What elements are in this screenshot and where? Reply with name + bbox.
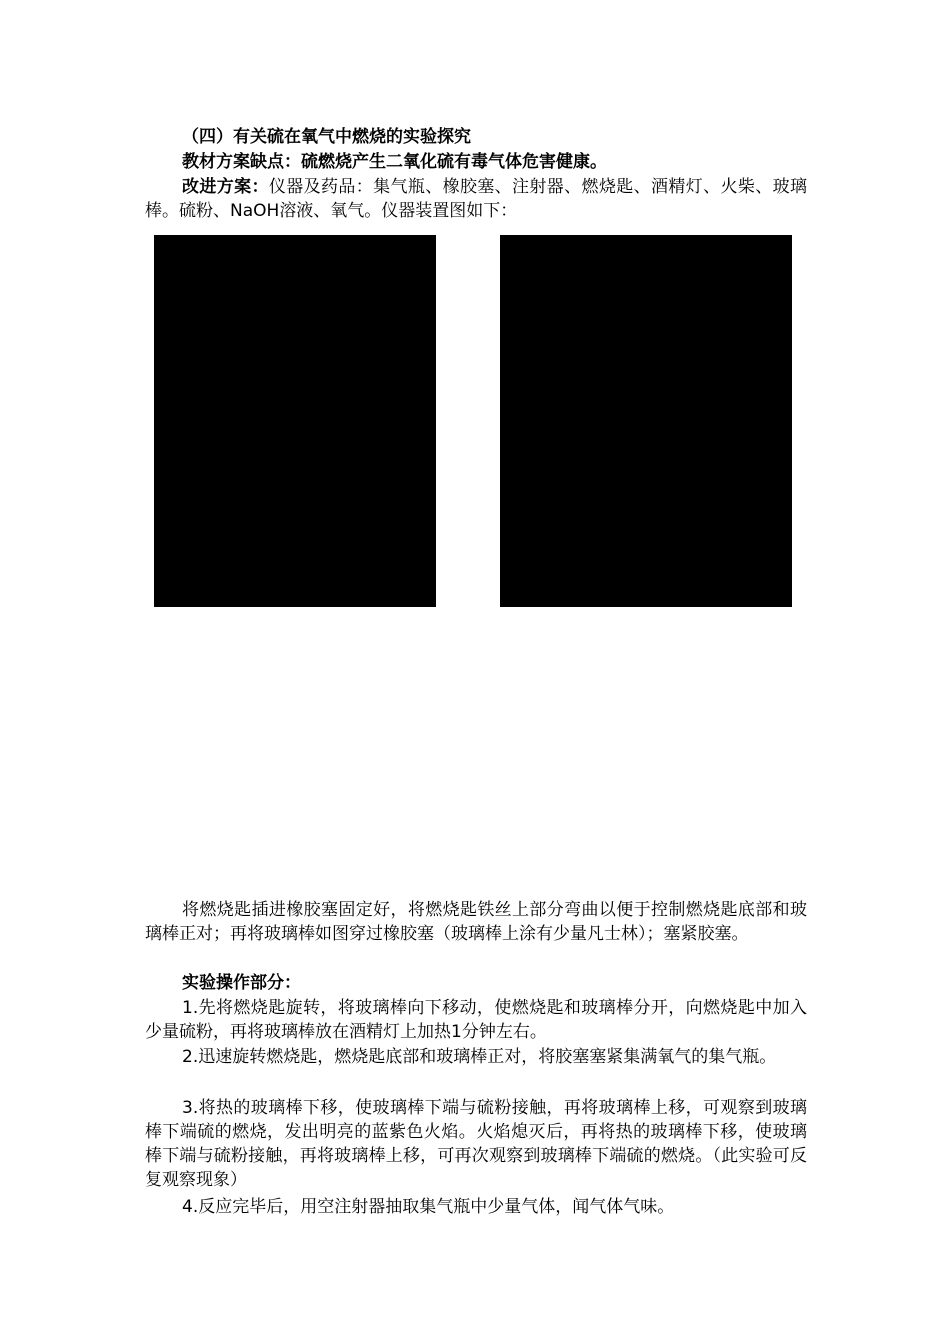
apparatus-figure-right: [500, 235, 792, 607]
step-text: 反应完毕后，用空注射器抽取集气瓶中少量气体，闻气体气味。: [198, 1197, 675, 1217]
step-number: 3.: [182, 1098, 199, 1118]
naoh-formula: NaOH: [230, 201, 280, 221]
step-text: 迅速旋转燃烧匙，燃烧匙底部和玻璃棒正对，将胶塞塞紧集满氧气的集气瓶。: [198, 1047, 777, 1067]
improved-plan-text-a: 仪器及药品：集气瓶、橡胶塞、注射器、燃烧匙、酒精灯、火柴、玻璃棒。硫粉、: [145, 177, 808, 221]
step-text-end: 分钟左右。: [461, 1022, 547, 1042]
step-1: [145, 996, 807, 1044]
step-4: [145, 1195, 807, 1219]
improved-plan-paragraph: [145, 175, 807, 223]
apparatus-figure-left: [154, 235, 436, 607]
step-text: 先将燃烧匙旋转，将玻璃棒向下移动，使燃烧匙和玻璃棒分开，向燃烧匙中加入少量硫粉，再将玻璃棒放在酒精灯上加热: [145, 998, 807, 1042]
step-number: 1.: [182, 998, 199, 1018]
assembly-paragraph: 将燃烧匙插进橡胶塞固定好，将燃烧匙铁丝上部分弯曲以便于控制燃烧匙底部和玻璃棒正对；再将玻璃棒如图穿过橡胶塞（玻璃棒上涂有少量凡士林）；塞紧胶塞。: [145, 900, 807, 944]
improved-plan-label: 改进方案：: [182, 177, 269, 197]
operation-heading: 实验操作部分：: [182, 973, 301, 993]
drawback-line: 教材方案缺点：硫燃烧产生二氧化硫有毒气体危害健康。: [182, 152, 607, 172]
improved-plan-text-b: 溶液、氧气。仪器装置图如下：: [279, 201, 518, 221]
step-2: [145, 1045, 807, 1069]
step-number: 4.: [182, 1197, 199, 1217]
section-title: （四）有关硫在氧气中燃烧的实验探究: [182, 127, 471, 147]
step-number: 2.: [182, 1047, 199, 1067]
step-3: [145, 1096, 807, 1192]
step-inline-number: 1: [451, 1022, 462, 1042]
step-text: 将热的玻璃棒下移，使玻璃棒下端与硫粉接触，再将玻璃棒上移，可观察到玻璃棒下端硫的燃烧，发出明亮的蓝紫色火焰。火焰熄灭后，再将热的玻璃棒下移，使玻璃棒下端与硫粉接触，再将玻璃棒上移，可再次观察到玻璃棒下端硫的燃烧。（此实验可反复观察现象）: [145, 1098, 807, 1190]
